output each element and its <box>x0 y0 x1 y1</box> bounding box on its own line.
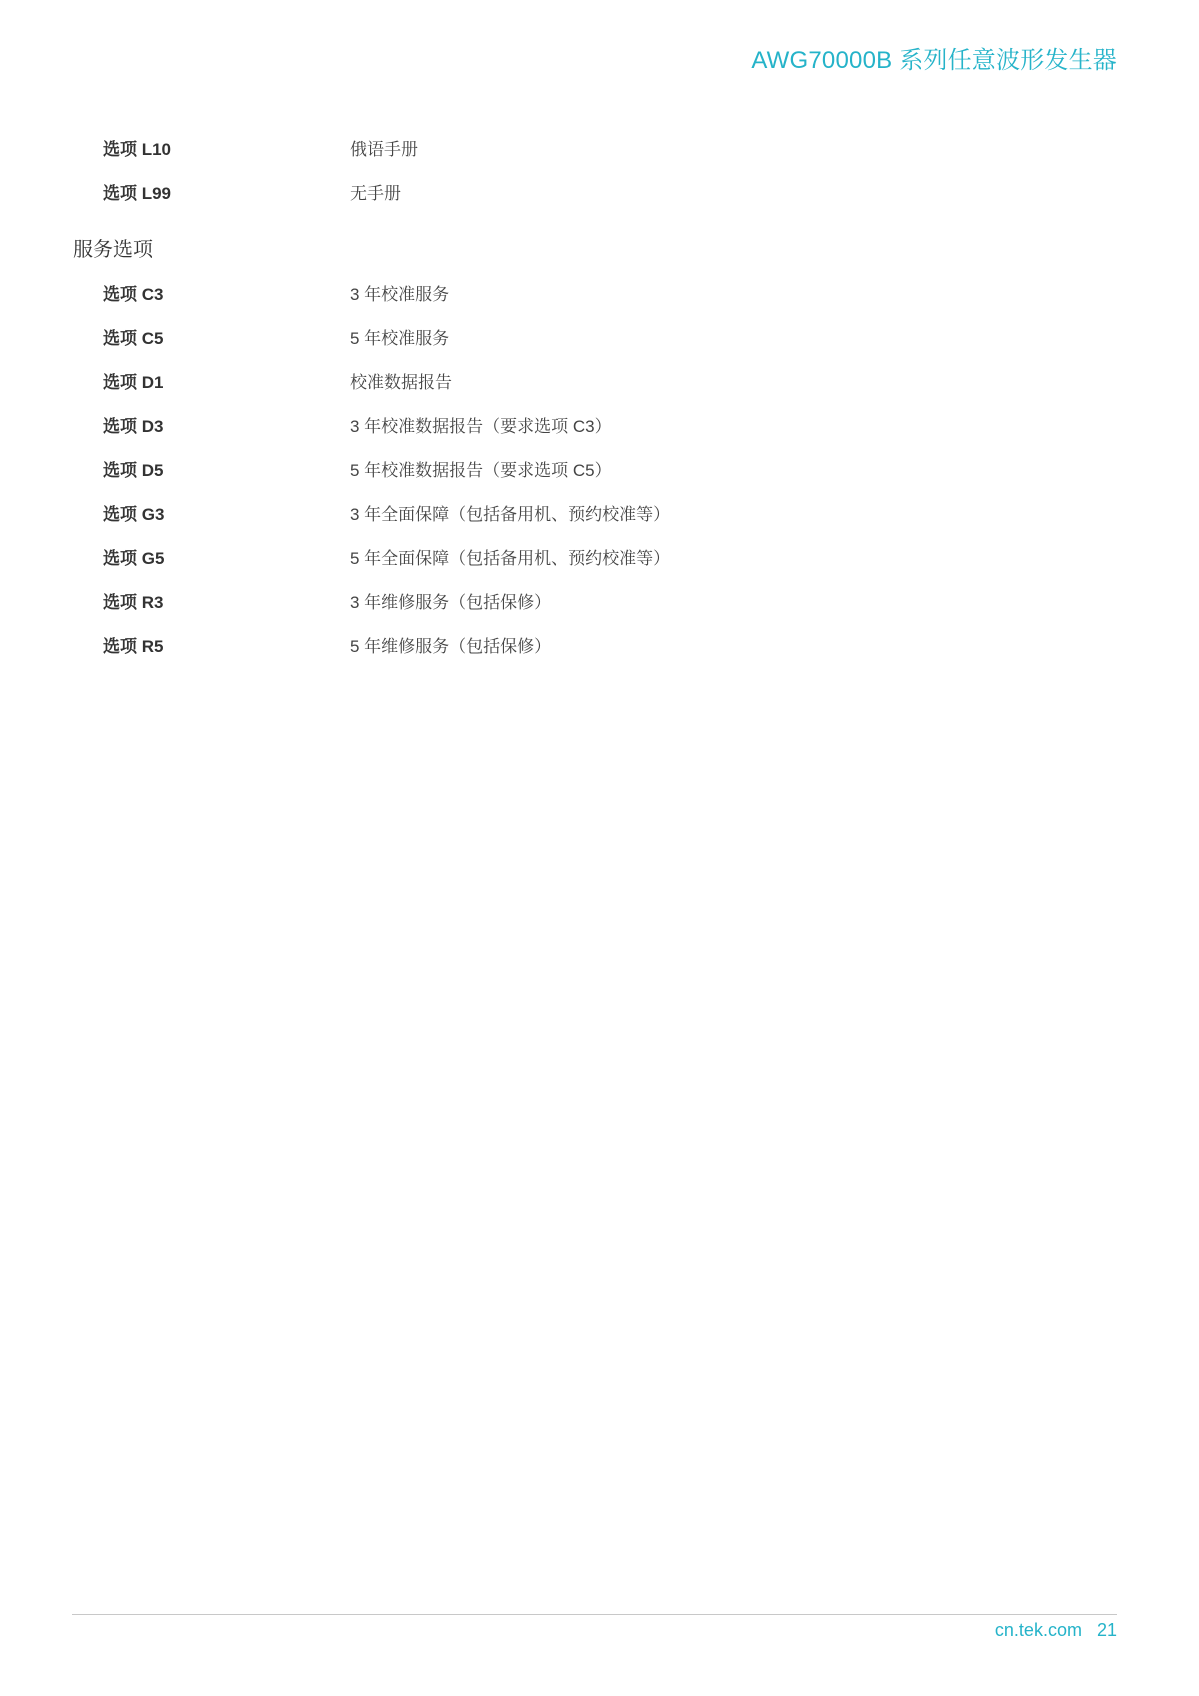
option-description: 5 年校准数据报告（要求选项 C5） <box>350 461 612 480</box>
option-row <box>0 500 1199 530</box>
option-row <box>0 544 1199 574</box>
option-row <box>0 324 1199 354</box>
option-description: 俄语手册 <box>350 140 418 159</box>
option-description: 3 年全面保障（包括备用机、预约校准等） <box>350 505 671 524</box>
option-description: 5 年维修服务（包括保修） <box>350 637 552 656</box>
option-description: 5 年全面保障（包括备用机、预约校准等） <box>350 549 671 568</box>
option-row <box>0 135 1199 165</box>
option-code: 选项 R3 <box>103 593 164 612</box>
option-code: 选项 D3 <box>103 417 164 436</box>
option-code: 选项 D1 <box>103 373 164 392</box>
option-row <box>0 368 1199 398</box>
option-row <box>0 179 1199 209</box>
option-description: 5 年校准服务 <box>350 329 450 348</box>
option-description: 校准数据报告 <box>350 373 452 392</box>
option-code: 选项 C5 <box>103 329 164 348</box>
option-code: 选项 D5 <box>103 461 164 480</box>
option-code: 选项 L10 <box>103 140 172 159</box>
option-row <box>0 588 1199 618</box>
option-code: 选项 R5 <box>103 637 164 656</box>
option-description: 无手册 <box>350 184 401 203</box>
option-row <box>0 280 1199 310</box>
page-number: 21 <box>1096 1620 1117 1640</box>
footer-divider <box>72 1614 1117 1615</box>
option-row <box>0 632 1199 662</box>
footer-website-link[interactable]: cn.tek.com <box>994 1620 1082 1640</box>
option-code: 选项 L99 <box>103 184 172 203</box>
option-row <box>0 456 1199 486</box>
option-description: 3 年校准数据报告（要求选项 C3） <box>350 417 612 436</box>
page-footer <box>995 1620 1117 1641</box>
option-row <box>0 412 1199 442</box>
option-code: 选项 G3 <box>103 505 165 524</box>
option-code: 选项 G5 <box>103 549 165 568</box>
document-title: AWG70000B 系列任意波形发生器 <box>751 47 1117 74</box>
option-description: 3 年维修服务（包括保修） <box>350 593 552 612</box>
section-heading-service-options: 服务选项 <box>73 239 153 261</box>
option-code: 选项 C3 <box>103 285 164 304</box>
option-description: 3 年校准服务 <box>350 285 450 304</box>
